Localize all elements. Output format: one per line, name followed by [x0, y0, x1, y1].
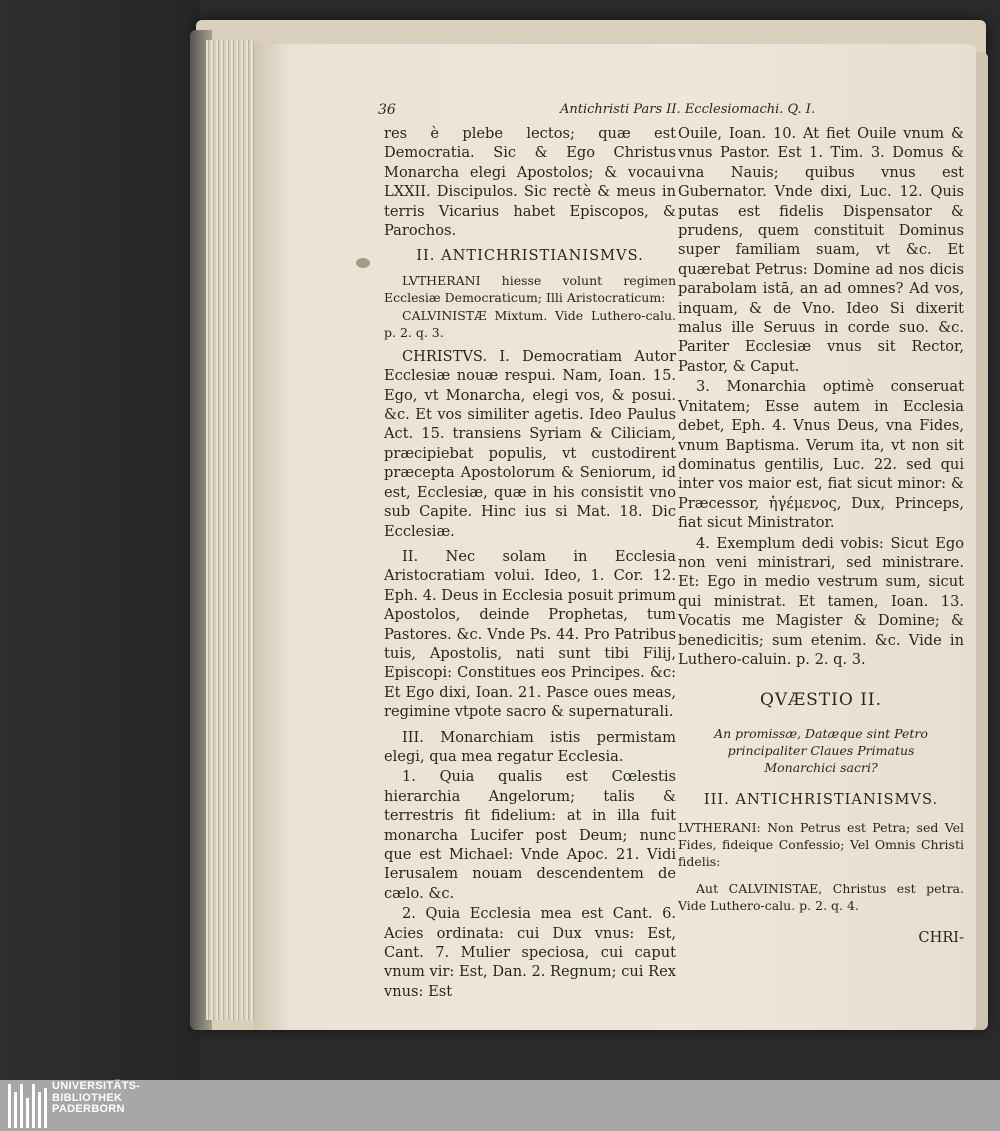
footer-bar — [0, 1080, 1000, 1131]
paragraph: LVTHERANI hiesse volunt regimen Ecclesiæ Democraticum; Illi Aristocraticum: — [384, 272, 676, 305]
library-logo-icon — [8, 1084, 48, 1128]
page-right-edge — [974, 52, 988, 1030]
left-column — [384, 124, 676, 1002]
page-stain — [356, 258, 370, 268]
right-column — [678, 124, 964, 949]
page-edges — [206, 40, 254, 1020]
page-number: 36 — [378, 102, 396, 118]
library-line-2: BIBLIOTHEK — [52, 1091, 123, 1104]
library-line-3: PADERBORN — [52, 1103, 125, 1115]
paragraph: III. Monarchiam istis permistam elegi, qua mea regatur Ecclesia. — [384, 728, 676, 765]
section-heading: III. ANTICHRISTIANISMVS. — [703, 790, 939, 808]
paragraph: res è plebe lectos; quæ est Democratia. Sic & Ego Christus Monarcha elegi Apostolos; & vocaui LXXII. Discipulos. Sic rectè & meus in terris Vicarius habet Episcopos, & Parochos. — [384, 125, 676, 240]
paragraph: Ouile, Ioan. 10. At fiet Ouile vnum & vnus Pastor. Est 1. Tim. 3. Domus & vna Nauis; quibus vnus est Gubernator. Vnde dixi, Luc. 12. Quis putas est fidelis Dispensator & prudens, quem constituit Dominus super familiam suam, vt &c. Et quærebat Petrus: Domine ad nos dicis parabolam istā, an ad omnes? Ad vos, inquam, & de Vno. Ideo Si dixerit malus ille Seruus in corde suo. &c. Pariter Ecclesiæ vnus sit Rector, Pastor, & Caput. — [678, 125, 964, 375]
catchword: CHRI- — [918, 929, 964, 947]
book-page — [254, 44, 976, 1030]
question-heading: QVÆSTIO II. — [759, 690, 883, 711]
paragraph: Aut CALVINISTAE, Christus est petra. Vide Luthero-calu. p. 2. q. 4. — [678, 881, 964, 914]
paragraph: 2. Quia Ecclesia mea est Cant. 6. Acies ordinata: cui Dux vnus: Est, Cant. 7. Mulier speciosa, cui caput vnum vir: Est, Dan. 2. Regnum; cui Rex vnus: Est — [384, 905, 676, 1000]
background — [0, 0, 200, 1080]
paragraph: CALVINISTÆ Mixtum. Vide Luthero-calu. p. 2. q. 3. — [384, 307, 676, 340]
paragraph: LVTHERANI: Non Petrus est Petra; sed Vel Fides, fideique Confessio; Vel Omnis Christi fidelis: — [678, 820, 964, 870]
library-name — [52, 1081, 140, 1116]
question-subtitle: An promissæ, Datæque sint Petro principaliter Claues Primatus Monarchici sacri? — [714, 725, 928, 775]
library-line-1: UNIVERSITÄTS- — [52, 1080, 141, 1092]
section-heading: II. ANTICHRISTIANISMVS. — [416, 247, 644, 265]
paragraph: 1. Quia qualis est Cœlestis hierarchia Angelorum; talis & terrestris fit fidelium: at in illa fuit monarcha Lucifer post Deum; nunc que est Michael: Vnde Apoc. 21. Vidi Ierusalem nouam descendentem de cælo. &c. — [384, 768, 676, 902]
paragraph: 3. Monarchia optimè conseruat Vnitatem; Esse autem in Ecclesia debet, Eph. 4. Vnus Deus, vna Fides, vnum Baptisma. Verum ita, vt non sit dominatus gentilis, Luc. 22. sed qui inter vos maior est, fiat sicut minor: & Præcessor, ἡγέμενος, Dux, Princeps, fiat sicut Ministrator. — [678, 378, 964, 532]
paragraph: CHRISTVS. I. Democratiam Autor Ecclesiæ nouæ respui. Nam, Ioan. 15. Ego, vt Monarcha, elegi vos, & posui. &c. Et vos similiter agetis. Ideo Paulus Act. 15. transiens Syriam & Ciliciam, præcipiebat populis, vt custodirent præcepta Apostolorum & Seniorum, id est, Ecclesiæ, quæ in his consistit vno sub Capite. Hinc ius si Mat. 18. Dic Ecclesiæ. — [384, 347, 676, 540]
paragraph: 4. Exemplum dedi vobis: Sicut Ego non veni ministrari, sed ministrare. Et: Ego in medio vestrum sum, sicut qui ministrat. Et tamen, Ioan. 13. Vocatis me Magister & Domine; & benedicitis; sum etenim. &c. Vide in Luthero-caluin. p. 2. q. 3. — [678, 534, 964, 668]
paragraph: II. Nec solam in Ecclesia Aristocratiam volui. Ideo, 1. Cor. 12. Eph. 4. Deus in Ecclesia posuit primum Apostolos, deinde Prophetas, tum Pastores. &c. Vnde Ps. 44. Pro Patribus tuis, Apostolis, nati sunt tibi Filij, Episcopi: Constitues eos Principes. &c: Et Ego dixi, Ioan. 21. Pasce oues meas, regimine vtpote sacro & supernaturali. — [384, 547, 676, 721]
running-title: Antichristi Pars II. Ecclesiomachi. Q. I. — [560, 102, 816, 117]
